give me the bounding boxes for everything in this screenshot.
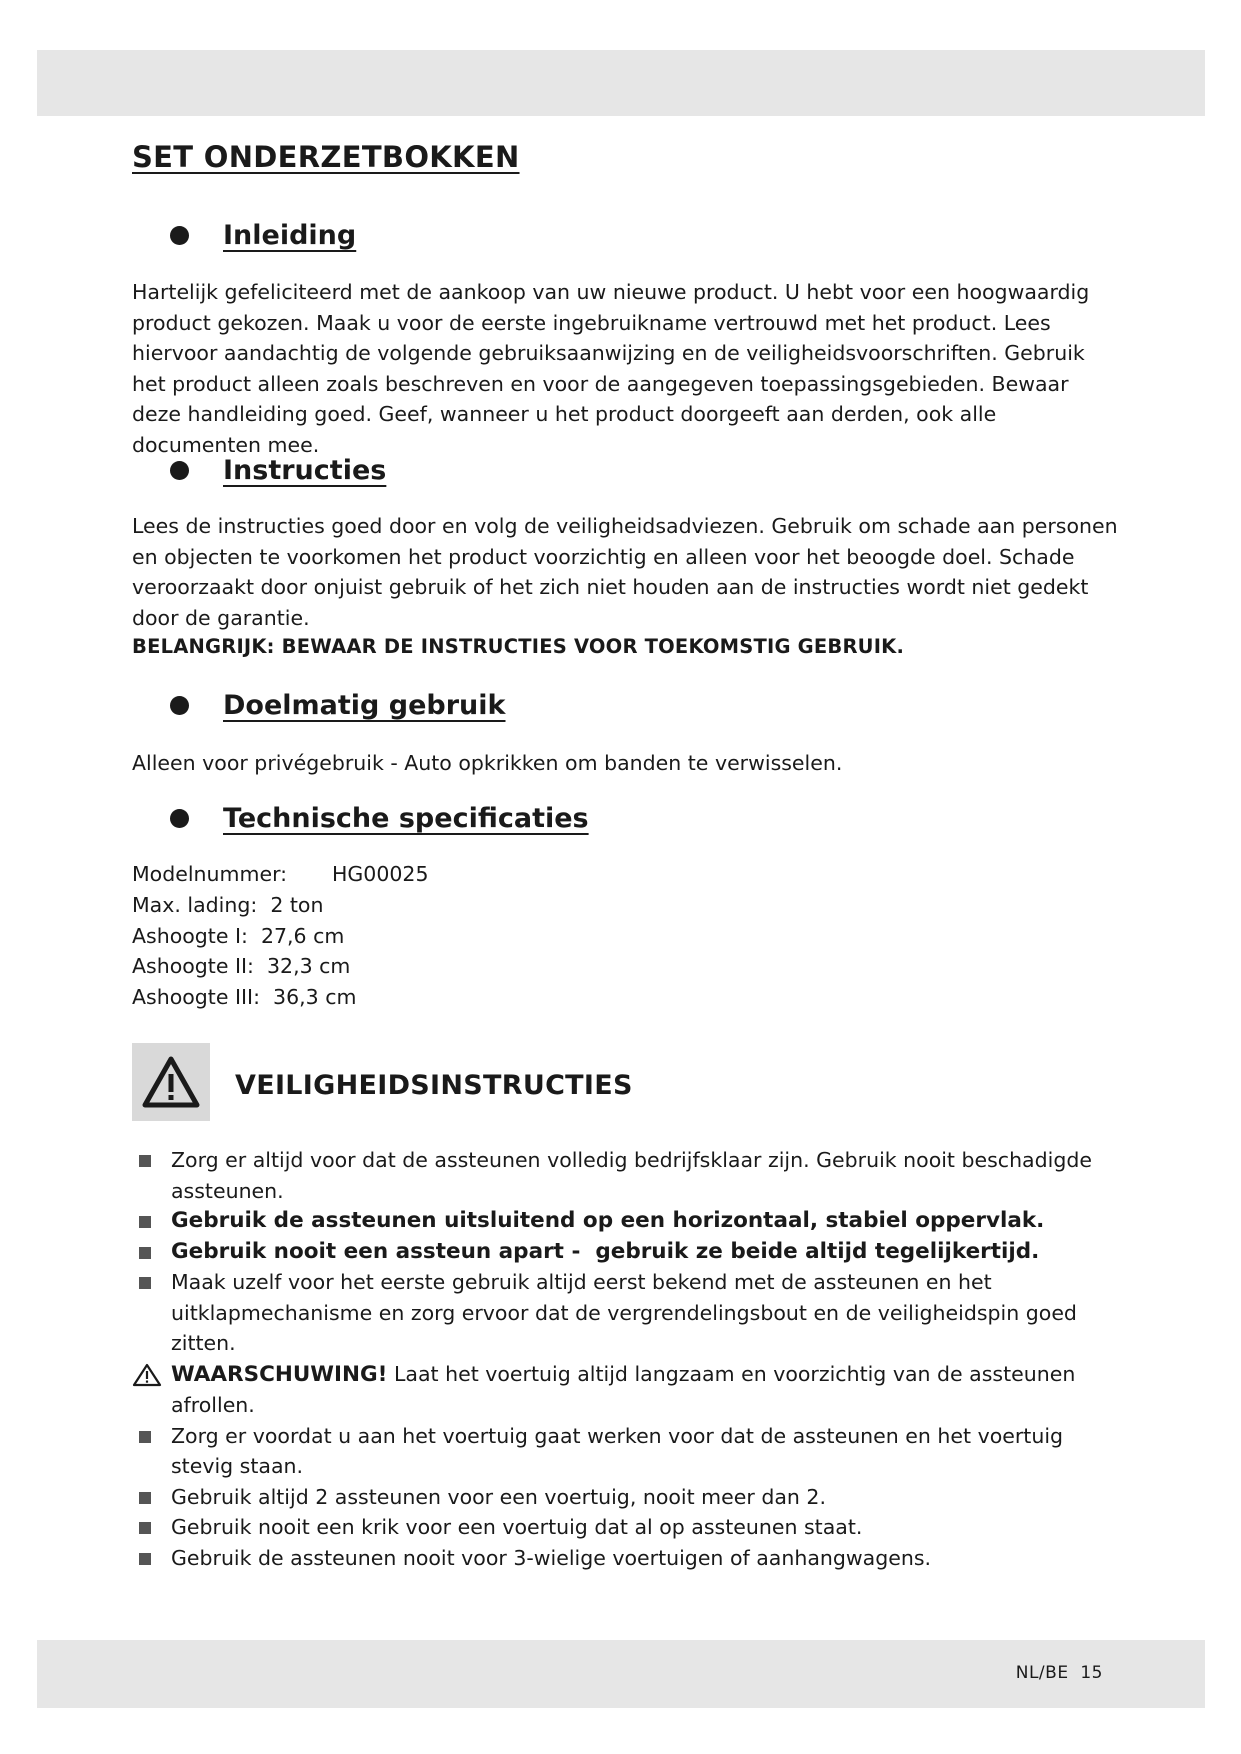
list-item: Maak uzelf voor het eerste gebruik altijd eerst bekend met de assteunen en het uitklapmechanisme en zorg ervoor dat de vergrendelingsbout en de veiligheidspin goed zitten.: [132, 1267, 1122, 1359]
warning-triangle-icon: [132, 1043, 210, 1121]
spec-row: Ashoogte III: 36,3 cm: [132, 985, 357, 1009]
spec-row: Ashoogte I: 27,6 cm: [132, 924, 345, 948]
section-heading-intended-use: Doelmatig gebruik: [170, 690, 506, 721]
list-item: Gebruik nooit een krik voor een voertuig dat al op assteunen staat.: [132, 1512, 1122, 1543]
list-item: Gebruik de assteunen uitsluitend op een horizontaal, stabiel oppervlak.: [132, 1206, 1122, 1237]
list-item: Gebruik altijd 2 assteunen voor een voertuig, nooit meer dan 2.: [132, 1482, 1122, 1513]
spec-row: Ashoogte II: 32,3 cm: [132, 954, 351, 978]
bullet-dot-icon: [170, 809, 189, 828]
spec-row: Max. lading: 2 ton: [132, 893, 324, 917]
list-item: Zorg er altijd voor dat de assteunen volledig bedrijfsklaar zijn. Gebruik nooit beschadigde assteunen.: [132, 1145, 1122, 1206]
intended-use-text: Alleen voor privégebruik - Auto opkrikken om banden te verwisselen.: [132, 751, 843, 775]
important-notice: BELANGRIJK: BEWAAR DE INSTRUCTIES VOOR TOEKOMSTIG GEBRUIK.: [132, 635, 905, 658]
list-item: Gebruik nooit een assteun apart - gebruik ze beide altijd tegelijkertijd.: [132, 1237, 1122, 1268]
section-heading-intro: Inleiding: [170, 220, 356, 251]
spec-row-model: Modelnummer: HG00025: [132, 862, 429, 886]
page-title: SET ONDERZETBOKKEN: [132, 140, 520, 174]
section-heading-instructions: Instructies: [170, 455, 386, 486]
list-item-warning: WAARSCHUWING! Laat het voertuig altijd langzaam en voorzichtig van de assteunen afrollen.: [132, 1359, 1122, 1421]
list-item: Zorg er voordat u aan het voertuig gaat werken voor dat de assteunen en het voertuig stevig staan.: [132, 1421, 1122, 1482]
intro-text: Hartelijk gefeliciteerd met de aankoop van uw nieuwe product. U hebt voor een hoogwaardig product gekozen. Maak u voor de eerste ingebruikname vertrouwd met het product. Lees hiervoor aandachtig de volgende gebruiksaanwijzing en de veiligheidsvoorschriften. Gebruik het product alleen zoals beschreven en voor de aangegeven toepassingsgebieden. Bewaar deze handleiding goed. Geef, wanneer u het product doorgeeft aan derden, ook alle documenten mee.: [132, 280, 1090, 457]
header-band: [37, 50, 1205, 116]
safety-title: VEILIGHEIDSINSTRUCTIES: [235, 1070, 633, 1101]
bullet-dot-icon: [170, 226, 189, 245]
instructions-text: Lees de instructies goed door en volg de veiligheidsadviezen. Gebruik om schade aan personen en objecten te voorkomen het product voorzichtig en alleen voor het beoogde doel. Schade veroorzaakt door onjuist gebruik of het zich niet houden aan de instructies wordt niet gedekt door de garantie.: [132, 514, 1118, 630]
bullet-dot-icon: [170, 696, 189, 715]
section-heading-specs: Technische specificaties: [170, 803, 589, 834]
safety-list: [132, 1145, 1122, 1573]
bullet-dot-icon: [170, 461, 189, 480]
warning-triangle-icon: [132, 1363, 162, 1387]
list-item: Gebruik de assteunen nooit voor 3-wielige voertuigen of aanhangwagens.: [132, 1543, 1122, 1574]
page-number: NL/BE 15: [1015, 1663, 1103, 1683]
